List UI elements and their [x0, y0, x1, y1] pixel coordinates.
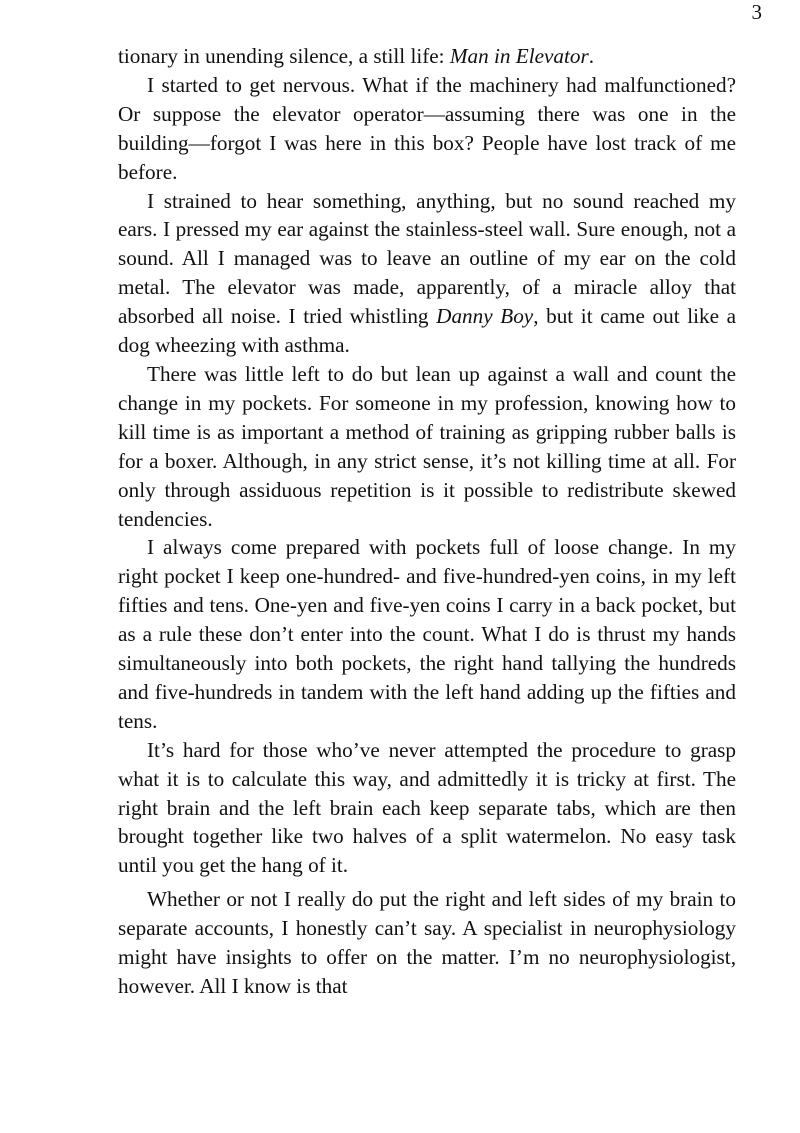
- paragraph: [118, 533, 736, 735]
- paragraph: [118, 736, 736, 881]
- text-run: I strained to hear something, anything, but no sound reached my ears. I pressed my ear against the stainless-steel wall. Sure enough, not a sound. All I managed was to leave an outline of my ear on the cold metal. The elevator was made, apparently, of a miracle alloy that absorbed all noise. I tried whistling: [118, 188, 736, 329]
- paragraph: [118, 360, 736, 533]
- text-run: , but it came out like a dog wheezing with asthma.: [118, 304, 736, 358]
- italic-title: Danny Boy: [436, 304, 534, 329]
- text-run: It’s hard for those who’ve never attempted the procedure to grasp what it is to calculate this way, and admittedly it is tricky at first. The right brain and the left brain each keep separate tabs, which are then brought together like two halves of a split watermelon. No easy task until you get the hang of it.: [118, 737, 736, 878]
- text-run: Whether or not I really do put the right and left sides of my brain to separate accounts, I honestly can’t say. A specialist in neurophysiology might have insights to offer on the matter. I’m no neurophysiologist, however. All I know is that: [118, 887, 736, 998]
- text-run: tionary in unending silence, a still life:: [118, 44, 450, 68]
- paragraph: [118, 42, 736, 71]
- text-run: I always come prepared with pockets full of loose change. In my right pocket I keep one-hundred- and five-hundred-yen coins, in my left fifties and tens. One-yen and five-yen coins I carry in a back pocket, but as a rule these don’t enter into the count. What I do is thrust my hands simultaneously into both pockets, the right hand tallying the hundreds and five-hundreds in tandem with the left hand adding up the fifties and tens.: [118, 535, 736, 733]
- text-run: .: [588, 44, 595, 68]
- paragraph: [118, 71, 736, 187]
- text-run: There was little left to do but lean up against a wall and count the change in my pockets. For someone in my profession, knowing how to kill time is as important a method of training as gripping rubber balls is for a boxer. Although, in any strict sense, it’s not killing time at all. For only through assiduous repetition is it possible to redistribute skewed tendencies.: [118, 361, 736, 531]
- text-run: I started to get nervous. What if the machinery had malfunctioned? Or suppose the elevator operator—assuming there was one in the building—forgot I was here in this box? People have lost track of me before.: [118, 72, 736, 184]
- page-number: 3: [751, 0, 762, 24]
- paragraph: [118, 885, 736, 1001]
- body-text: [118, 42, 736, 1001]
- paragraph: [118, 187, 736, 360]
- italic-title: Man in Elevator: [449, 44, 589, 68]
